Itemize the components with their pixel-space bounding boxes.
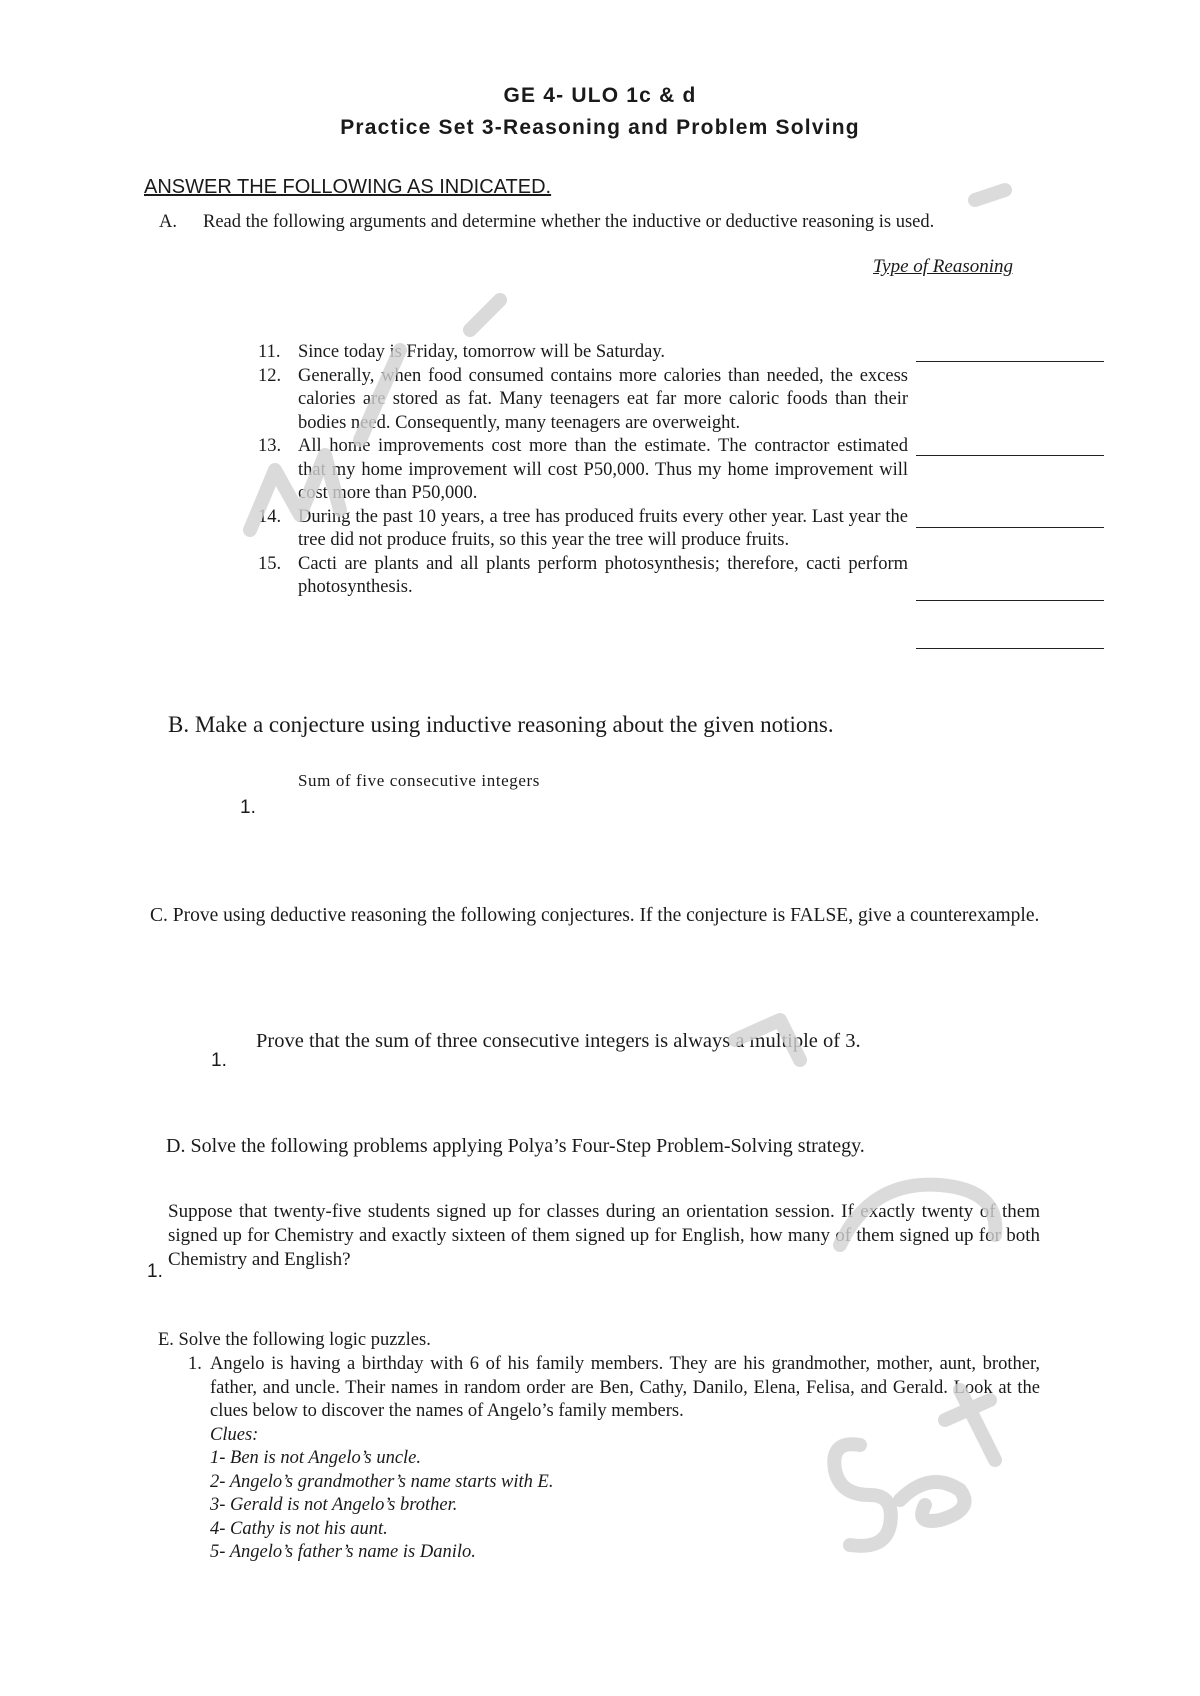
clue-item: 3- Gerald is not Angelo’s brother. [210, 1495, 458, 1515]
section-e-body [188, 1353, 1040, 1565]
item-number: 14. [258, 506, 282, 527]
section-b-heading: B. Make a conjecture using inductive reasoning about the given notions. [168, 712, 834, 737]
item-number: 1. [188, 1354, 202, 1374]
section-e-heading: E. Solve the following logic puzzles. [158, 1330, 431, 1350]
answer-blank-14[interactable] [916, 600, 1104, 601]
clue-item: 4- Cathy is not his aunt. [210, 1518, 388, 1539]
section-b-item-number: 1. [240, 797, 256, 818]
item-text: All home improvements cost more than the estimate. The contractor estimated that my home improvement will cost P50,000. Thus my home improvement will cost more than P50,000. [298, 436, 908, 503]
answer-blank-12[interactable] [916, 455, 1104, 456]
list-item [258, 365, 908, 436]
section-a-text: Read the following arguments and determine whether the inductive or deductive reasoning is used. [203, 212, 935, 232]
page-subtitle: Practice Set 3-Reasoning and Problem Solving [340, 116, 860, 139]
section-d-item-text: Suppose that twenty-five students signed up for classes during an orientation session. If exactly twenty of them signed up for Chemistry and exactly sixteen of them signed up for English, how many of them signed up for both Chemistry and English? [168, 1201, 1040, 1270]
clue-item: 2- Angelo’s grandmother’s name starts with E. [210, 1471, 554, 1492]
item-text: Generally, when food consumed contains more calories than needed, the excess calories are stored as fat. Many teenagers eat far more caloric foods than their bodies need. Consequently, many teenagers are overweight. [298, 365, 908, 433]
clues-label: Clues: [210, 1424, 259, 1445]
item-number: 15. [258, 553, 282, 574]
section-a-heading [159, 212, 934, 233]
section-a-items [258, 341, 908, 600]
item-text: Cacti are plants and all plants perform photosynthesis; therefore, cacti perform photosynthesis. [298, 553, 908, 597]
section-c-heading: C. Prove using deductive reasoning the following conjectures. If the conjecture is FALSE, give a counterexample. [150, 905, 1040, 926]
list-item [258, 506, 908, 553]
answer-blank-13[interactable] [916, 527, 1104, 528]
list-item [258, 435, 908, 506]
section-a-label: A. [159, 212, 177, 232]
section-d-heading: D. Solve the following problems applying Polya’s Four-Step Problem-Solving strategy. [166, 1135, 865, 1157]
item-text: Angelo is having a birthday with 6 of his family members. They are his grandmother, mother, aunt, brother, father, and uncle. Their names in random order are Ben, Cathy, Danilo, Elena, Felisa, and Gerald. Look at the clues below to discover the names of Angelo’s family members. [210, 1354, 1040, 1421]
item-number: 13. [258, 436, 282, 456]
list-item [258, 553, 908, 600]
section-b-item-text: Sum of five consecutive integers [298, 771, 541, 790]
item-text: During the past 10 years, a tree has produced fruits every other year. Last year the tree did not produce fruits, so this year the tree will produce fruits. [298, 506, 908, 550]
section-c-item-text: Prove that the sum of three consecutive integers is always a multiple of 3. [256, 1030, 861, 1052]
clue-item: 1- Ben is not Angelo’s uncle. [210, 1448, 422, 1468]
list-item [188, 1353, 1040, 1424]
list-item [258, 341, 908, 365]
instruction: ANSWER THE FOLLOWING AS INDICATED. [144, 176, 552, 198]
item-number: 12. [258, 365, 282, 386]
answer-blank-15[interactable] [916, 648, 1104, 649]
clue-item: 5- Angelo’s father’s name is Danilo. [210, 1542, 476, 1562]
clues-list [188, 1424, 1040, 1565]
item-number: 11. [258, 342, 281, 362]
answer-blank-11[interactable] [916, 361, 1104, 362]
item-text: Since today is Friday, tomorrow will be Saturday. [298, 342, 666, 362]
type-of-reasoning-header: Type of Reasoning [872, 256, 1013, 277]
page-title: GE 4- ULO 1c & d [503, 84, 697, 107]
section-c-item-number: 1. [211, 1050, 227, 1071]
section-d-item-number: 1. [147, 1261, 163, 1282]
